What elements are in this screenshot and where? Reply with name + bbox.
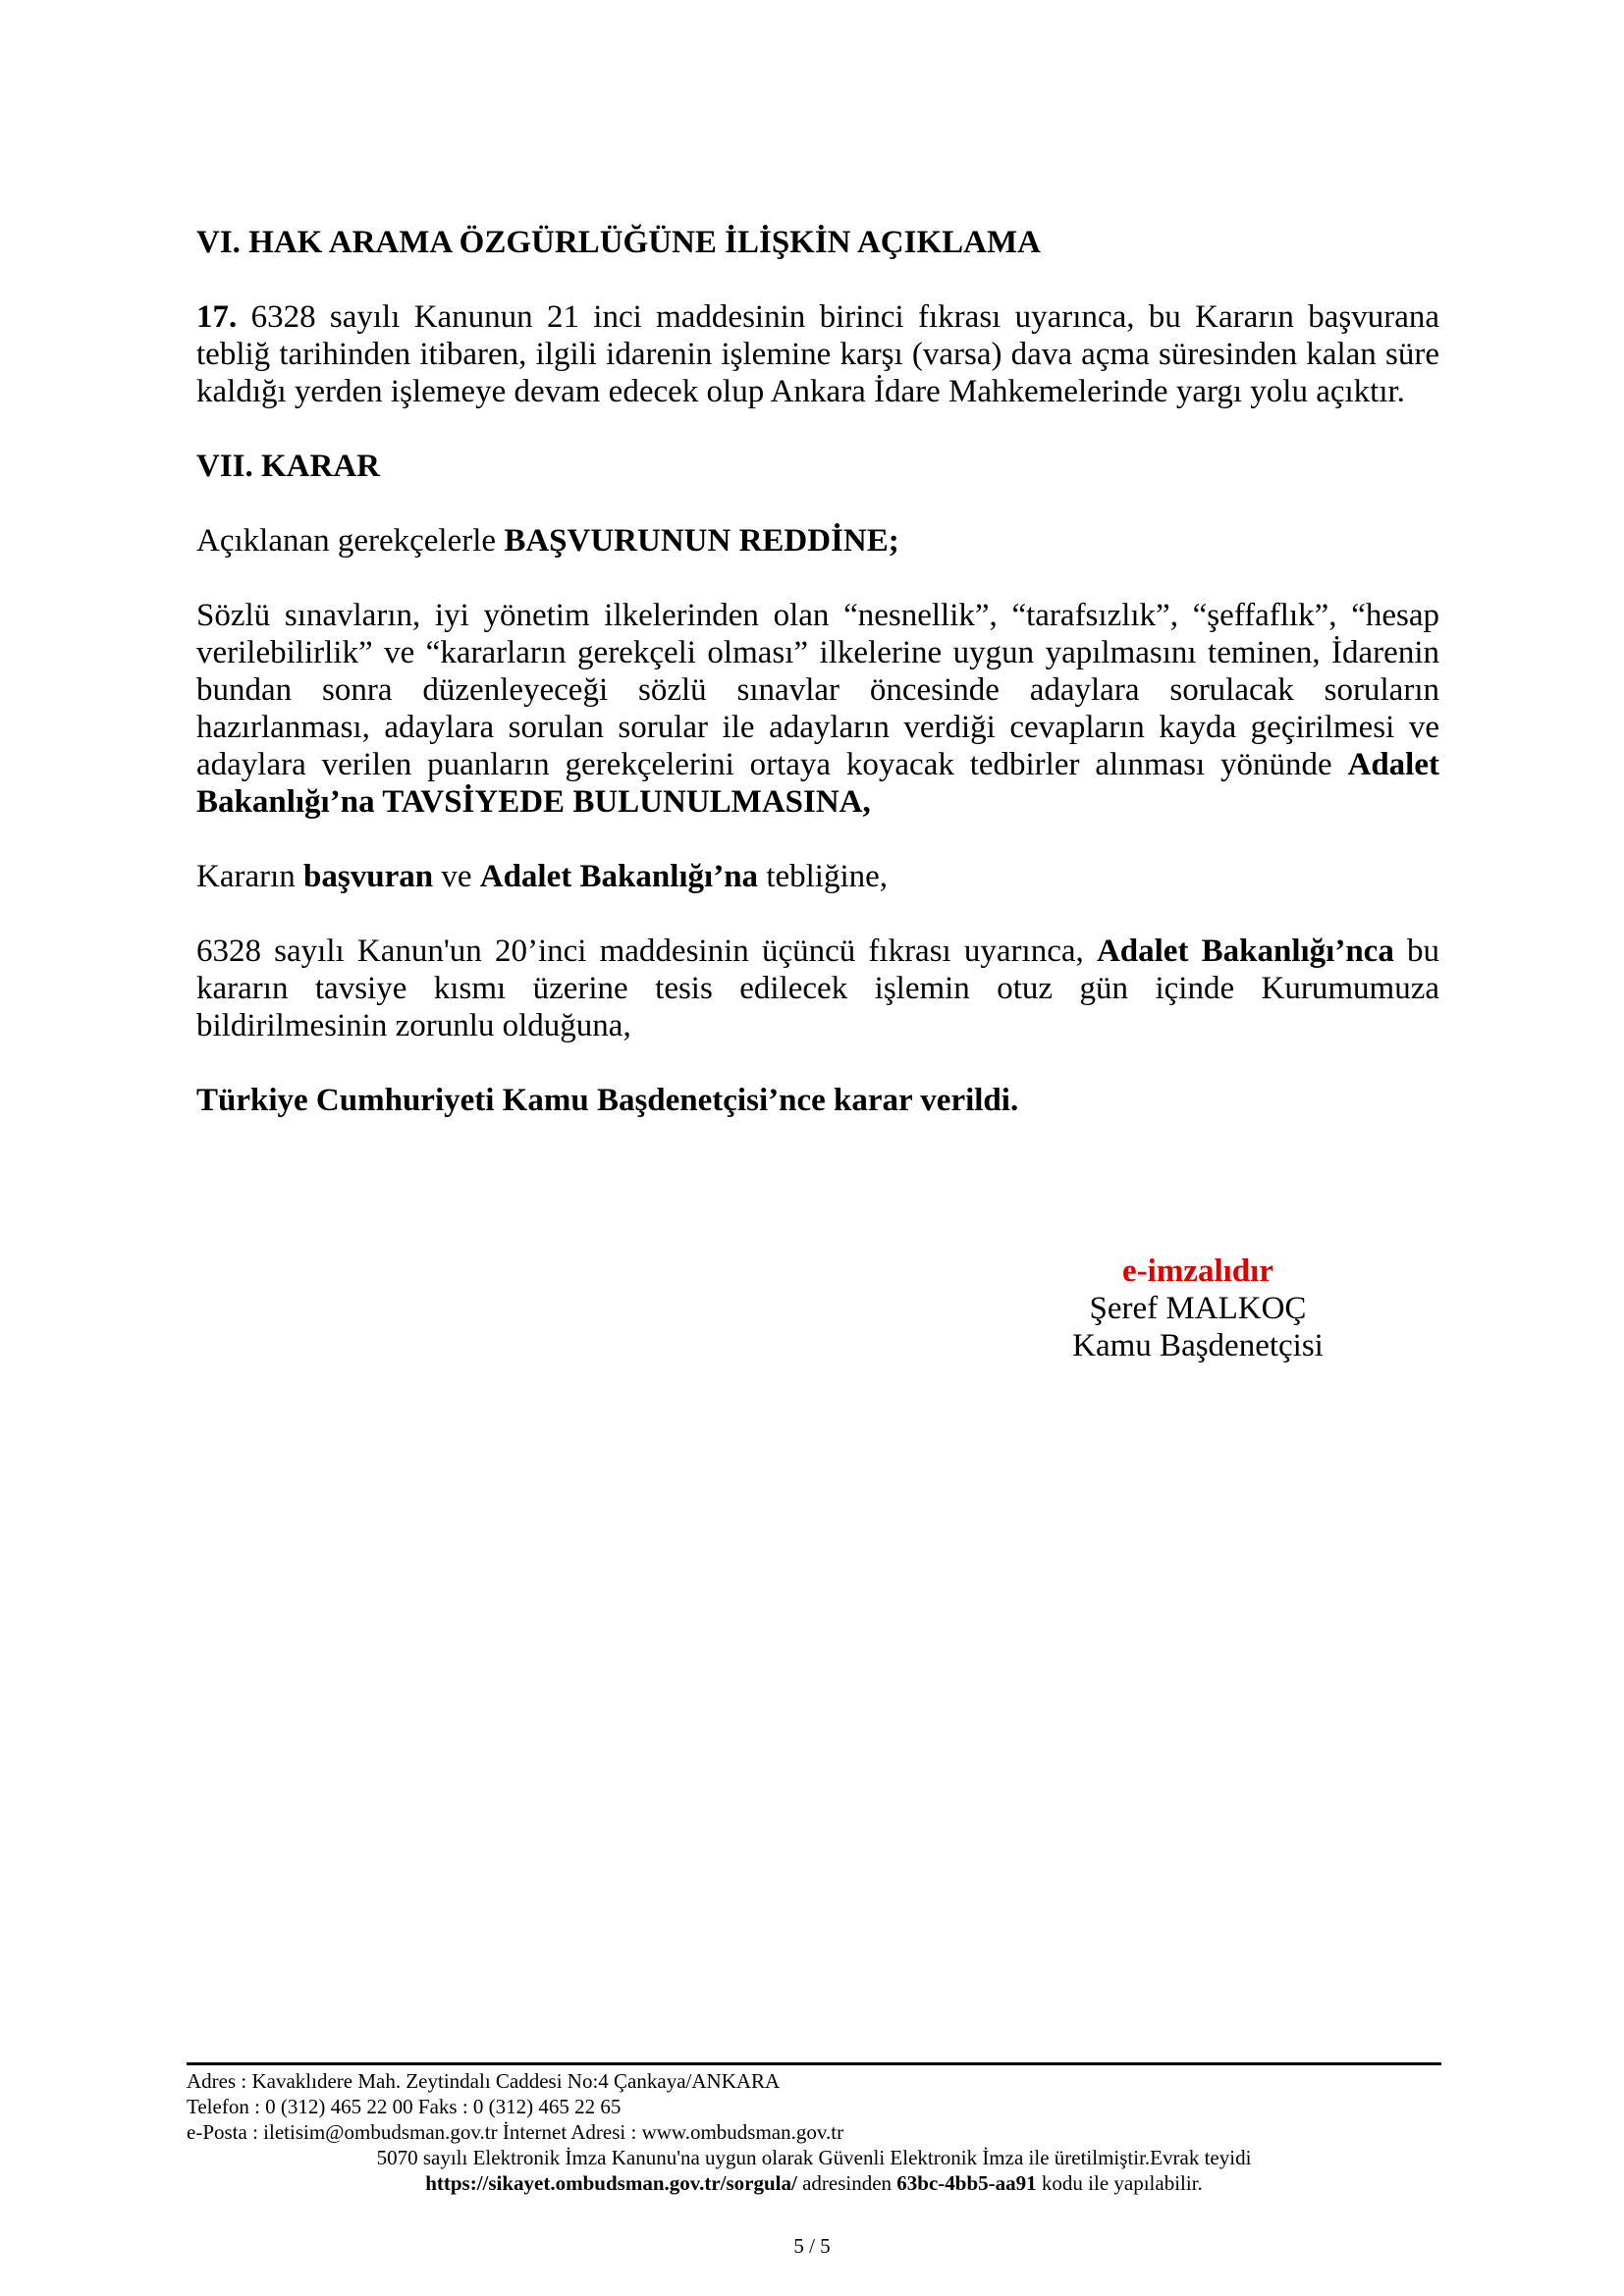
signature-block <box>982 1253 1414 1364</box>
footer-address: Adres : Kavaklıdere Mah. Zeytindalı Caddesi No:4 Çankaya/ANKARA <box>187 2069 781 2093</box>
e-signature-label: e-imzalıdır <box>1122 1254 1273 1289</box>
footer-phone: Telefon : 0 (312) 465 22 00 Faks : 0 (312) 465 22 65 <box>187 2095 622 2118</box>
notification-bold-ministry: Adalet Bakanlığı’na <box>479 859 759 894</box>
footer-verification-line1: 5070 sayılı Elektronik İmza Kanunu'na uygun olarak Güvenli Elektronik İmza ile üretilmiştir.Evrak teyidi <box>376 2146 1252 2169</box>
section-heading-vi: VI. HAK ARAMA ÖZGÜRLÜĞÜNE İLİŞKİN AÇIKLAMA <box>196 225 1041 260</box>
decision-final-statement: Türkiye Cumhuriyeti Kamu Başdenetçisi’nce karar verildi. <box>196 1083 1019 1118</box>
document-body <box>196 224 1439 1119</box>
section-heading-vii: VII. KARAR <box>196 449 381 484</box>
footer <box>187 2068 1441 2196</box>
verification-text-end: kodu ile yapılabilir. <box>1036 2171 1203 2195</box>
notification-text-c: ve <box>433 859 480 894</box>
signatory-name: Şeref MALKOÇ <box>1089 1291 1307 1326</box>
footer-verification-line2 <box>187 2170 1441 2196</box>
decision-recommendation-bold: Adalet Bakanlığı’na TAVSİYEDE BULUNULMASINA, <box>196 747 1439 820</box>
footer-divider <box>187 2062 1441 2065</box>
obligation-text-a: 6328 sayılı Kanun'un 20’inci maddesinin üçüncü fıkrası uyarınca, <box>196 934 1097 969</box>
paragraph-17 <box>196 298 1439 410</box>
decision-recommendation-text: Sözlü sınavların, iyi yönetim ilkelerinden olan “nesnellik”, “tarafsızlık”, “şeffaflık”, “hesap verilebilirlik” ve “kararların gerekçeli olması” ilkelerine uygun yapılmasını teminen, İdarenin bundan sonra düzenleyeceği sözlü sınavlar öncesinde adaylara sorulacak soruların hazırlanması, adaylara sorulan sorular ile adayların verdiği cevapların kayda geçirilmesi ve adaylara verilen puanların gerekçelerini ortaya koyacak tedbirler alınması yönünde <box>196 598 1439 782</box>
notification-bold-applicant: başvuran <box>303 859 434 894</box>
verification-text-mid: adresinden <box>796 2171 897 2195</box>
decision-notification <box>196 858 1439 895</box>
decision-rejection-bold: BAŞVURUNUN REDDİNE; <box>504 523 899 559</box>
footer-email: e-Posta : iletisim@ombudsman.gov.tr İnternet Adresi : www.ombudsman.gov.tr <box>187 2120 844 2144</box>
decision-rejection-text: Açıklanan gerekçelerle <box>196 523 505 559</box>
paragraph-17-text: 6328 sayılı Kanunun 21 inci maddesinin birinci fıkrası uyarınca, bu Kararın başvurana tebliğ tarihinden itibaren, ilgili idarenin işlemine karşı (varsa) dava açma süresinden kalan süre kaldığı yerden işlemeye devam edecek olup Ankara İdare Mahkemelerinde yargı yolu açıktır. <box>196 299 1439 409</box>
decision-obligation <box>196 933 1439 1044</box>
paragraph-number: 17. <box>196 299 238 335</box>
decision-rejection <box>196 522 1439 560</box>
obligation-bold: Adalet Bakanlığı’nca <box>1096 934 1394 969</box>
verification-code: 63bc-4bb5-aa91 <box>896 2171 1037 2195</box>
verification-url[interactable]: https://sikayet.ombudsman.gov.tr/sorgula/ <box>425 2171 797 2195</box>
page-number: 5 / 5 <box>793 2234 831 2258</box>
decision-recommendation <box>196 597 1439 821</box>
obligation-text-c: bu kararın tavsiye kısmı üzerine tesis edilecek işlemin otuz gün içinde Kurumumuza bildirilmesinin zorunlu olduğuna, <box>196 934 1440 1043</box>
signatory-title: Kamu Başdenetçisi <box>1072 1328 1324 1363</box>
notification-text-d: tebliğine, <box>758 859 889 894</box>
notification-text-a: Kararın <box>196 859 304 894</box>
